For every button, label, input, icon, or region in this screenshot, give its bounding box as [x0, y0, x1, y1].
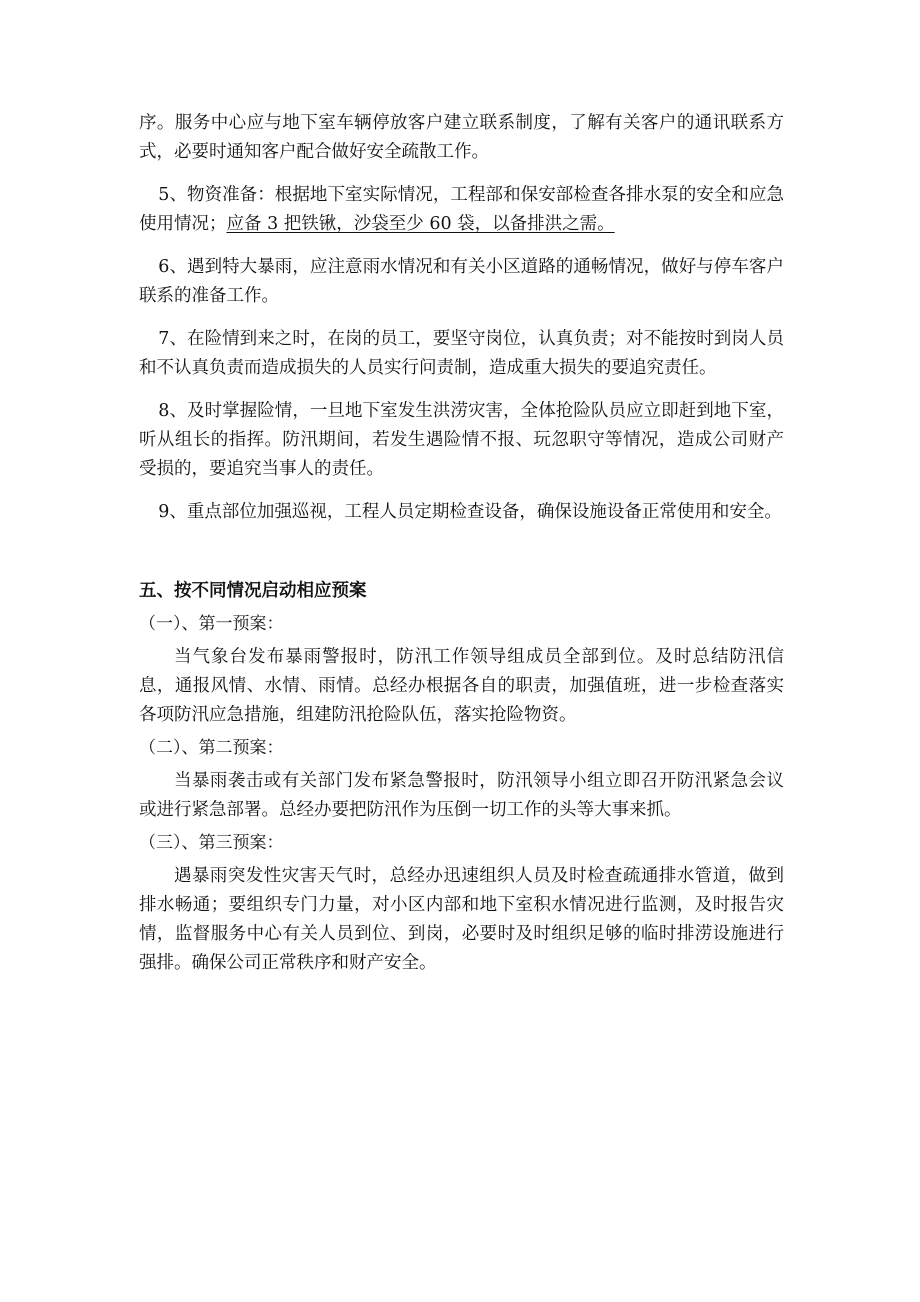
document-content	[139, 109, 784, 982]
item-5-underlined-text: 应备 3 把铁锹，沙袋至少 60 袋，以备排洪之需。	[226, 214, 615, 234]
plan-1-body: 当气象台发布暴雨警报时，防汛工作领导组成员全部到位。及时总结防汛信息，通报风情、水情、雨情。总经办根据各自的职责，加强值班，进一步检查落实各项防汛应急措施，组建防汛抢险队伍，落实抢险物资。	[139, 647, 784, 725]
plan-3-title: （三）、第三预案：	[139, 833, 284, 853]
plan-2-title: （二）、第二预案：	[139, 738, 284, 758]
paragraph-item-6: 6、遇到特大暴雨，应注意雨水情况和有关小区道路的通畅情况，做好与停车客户联系的准备工作。	[139, 257, 784, 306]
plan-2-body: 当暴雨袭击或有关部门发布紧急警报时，防汛领导小组立即召开防汛紧急会议或进行紧急部署。总经办要把防汛作为压倒一切工作的头等大事来抓。	[139, 771, 784, 820]
section-spacer	[139, 541, 784, 577]
plan-1-title: （一）、第一预案：	[139, 614, 284, 634]
paragraph-item-7: 7、在险情到来之时，在岗的员工，要坚守岗位，认真负责；对不能按时到岗人员和不认真负责而造成损失的人员实行问责制，造成重大损失的要追究责任。	[139, 329, 784, 378]
section-heading: 五、按不同情况启动相应预案	[139, 581, 367, 601]
plan-3-body: 遇暴雨突发性灾害天气时，总经办迅速组织人员及时检查疏通排水管道，做到排水畅通；要组织专门力量，对小区内部和地下室积水情况进行监测，及时报告灾情，监督服务中心有关人员到位、到岗，必要时及时组织足够的临时排涝设施进行强排。确保公司正常秩序和财产安全。	[139, 866, 784, 973]
paragraph-item-8: 8、及时掌握险情，一旦地下室发生洪涝灾害，全体抢险队员应立即赶到地下室，听从组长的指挥。防汛期间，若发生遇险情不报、玩忽职守等情况，造成公司财产受损的，要追究当事人的责任。	[139, 401, 784, 479]
item-5-text: 5、物资准备：根据地下室实际情况，工程部和保安部检查各排水泵的安全和应急使用情况；	[139, 185, 784, 234]
paragraph-item-5	[139, 181, 784, 239]
paragraph-continuation: 序。服务中心应与地下室车辆停放客户建立联系制度，了解有关客户的通讯联系方式，必要时通知客户配合做好安全疏散工作。	[139, 113, 784, 162]
paragraph-item-9: 9、重点部位加强巡视，工程人员定期检查设备，确保设施设备正常使用和安全。	[158, 502, 782, 522]
